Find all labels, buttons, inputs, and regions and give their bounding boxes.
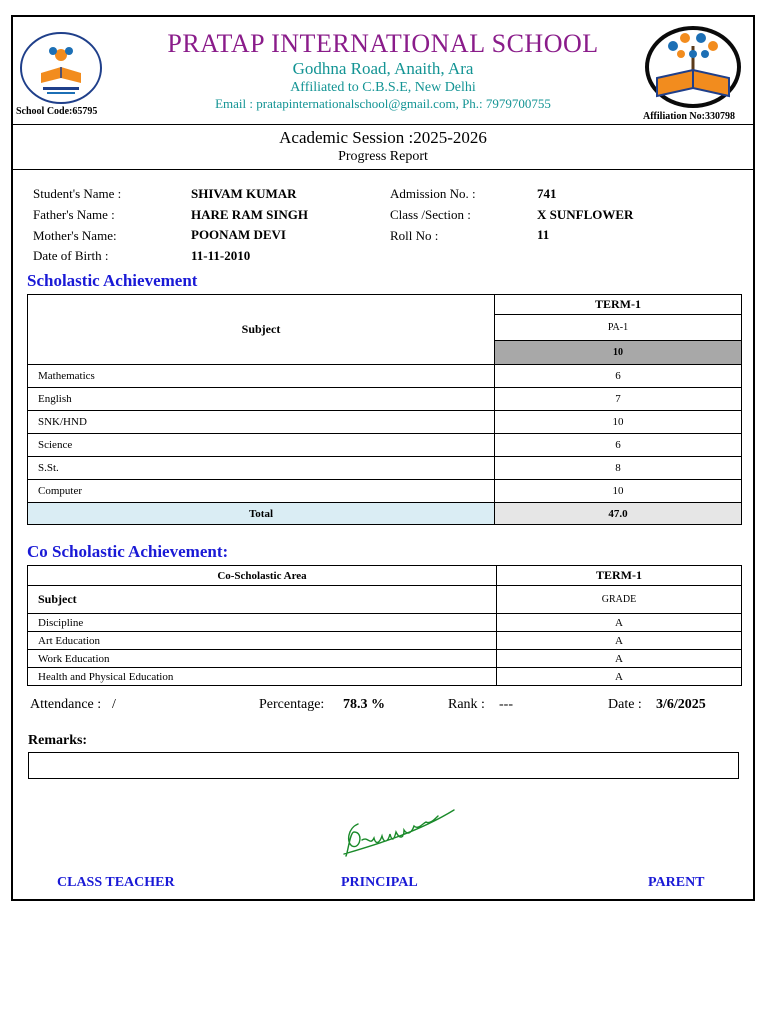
subject-cell: English [28, 388, 495, 411]
co-subject-cell: Work Education [28, 650, 497, 668]
student-name-label: Student's Name : [33, 186, 122, 201]
student-name: SHIVAM KUMAR [191, 186, 297, 201]
table-row [28, 480, 742, 503]
co-area-header: Co-Scholastic Area [28, 566, 497, 586]
subject-header: Subject [28, 295, 495, 365]
scholastic-table [27, 294, 742, 525]
table-row [28, 365, 742, 388]
affiliation-text: Affiliated to C.B.S.E, New Delhi [290, 80, 476, 95]
table-row [28, 668, 742, 686]
attendance-label: Attendance : [30, 697, 102, 712]
max-marks: 10 [495, 341, 742, 365]
marks-cell: 10 [495, 411, 742, 434]
mother-name: POONAM DEVI [191, 227, 286, 242]
class-section: X SUNFLOWER [537, 207, 634, 222]
marks-cell: 6 [495, 434, 742, 457]
co-subject-cell: Art Education [28, 632, 497, 650]
co-subject-cell: Health and Physical Education [28, 668, 497, 686]
dob-label: Date of Birth : [33, 248, 109, 263]
scholastic-title: Scholastic Achievement [27, 271, 198, 290]
principal-label: PRINCIPAL [341, 875, 418, 890]
father-name-label: Father's Name : [33, 207, 115, 222]
grade-cell: A [497, 668, 742, 686]
date-value: 3/6/2025 [656, 697, 706, 712]
marks-cell: 6 [495, 365, 742, 388]
attendance-value: / [112, 697, 116, 712]
roll-number: 11 [537, 227, 550, 242]
table-row [28, 434, 742, 457]
grade-cell: A [497, 632, 742, 650]
class-label: Class /Section : [390, 207, 471, 222]
school-code: School Code:65795 [16, 106, 98, 117]
subject-cell: SNK/HND [28, 411, 495, 434]
date-label: Date : [608, 697, 642, 712]
grade-header: GRADE [497, 586, 742, 614]
table-row [28, 411, 742, 434]
mother-name-label: Mother's Name: [33, 228, 117, 243]
term-header: TERM-1 [495, 295, 742, 315]
table-row [28, 650, 742, 668]
marks-cell: 10 [495, 480, 742, 503]
principal-signature-icon [338, 802, 458, 860]
remarks-label: Remarks: [28, 733, 88, 748]
contact-info: Email : pratapinternationalschool@gmail.com, Ph.: 7979700755 [215, 96, 551, 111]
school-address: Godhna Road, Anaith, Ara [292, 59, 474, 78]
table-row [28, 614, 742, 632]
grade-cell: A [497, 614, 742, 632]
marks-cell: 8 [495, 457, 742, 480]
co-scholastic-title: Co Scholastic Achievement: [27, 542, 229, 561]
grade-cell: A [497, 650, 742, 668]
session-divider [13, 169, 753, 170]
subject-cell: Computer [28, 480, 495, 503]
rank-value: --- [499, 697, 513, 712]
co-scholastic-table [27, 565, 742, 686]
report-card [11, 15, 755, 901]
table-row [28, 632, 742, 650]
marks-cell: 7 [495, 388, 742, 411]
subject-cell: S.St. [28, 457, 495, 480]
percentage-value: 78.3 % [343, 697, 385, 712]
co-subject-cell: Discipline [28, 614, 497, 632]
date-of-birth: 11-11-2010 [191, 248, 251, 263]
percentage-label: Percentage: [259, 697, 325, 712]
co-subject-header: Subject [28, 586, 497, 614]
remarks-box [28, 752, 739, 779]
total-marks: 47.0 [495, 503, 742, 525]
parent-label: PARENT [648, 875, 705, 890]
admission-label: Admission No. : [390, 186, 476, 201]
school-name: PRATAP INTERNATIONAL SCHOOL [167, 29, 599, 58]
subject-cell: Science [28, 434, 495, 457]
rank-label: Rank : [448, 697, 485, 712]
total-label: Total [28, 503, 495, 525]
table-row [28, 457, 742, 480]
affiliation-number: Affiliation No:330798 [643, 111, 735, 122]
table-row [28, 388, 742, 411]
subject-cell: Mathematics [28, 365, 495, 388]
report-title: Progress Report [338, 149, 428, 164]
roll-label: Roll No : [390, 228, 439, 243]
academic-session: Academic Session :2025-2026 [279, 128, 487, 147]
father-name: HARE RAM SINGH [191, 207, 309, 222]
exam-header: PA-1 [495, 315, 742, 341]
class-teacher-label: CLASS TEACHER [57, 875, 175, 890]
co-term-header: TERM-1 [497, 566, 742, 586]
header-divider [13, 124, 753, 125]
admission-number: 741 [537, 186, 557, 201]
